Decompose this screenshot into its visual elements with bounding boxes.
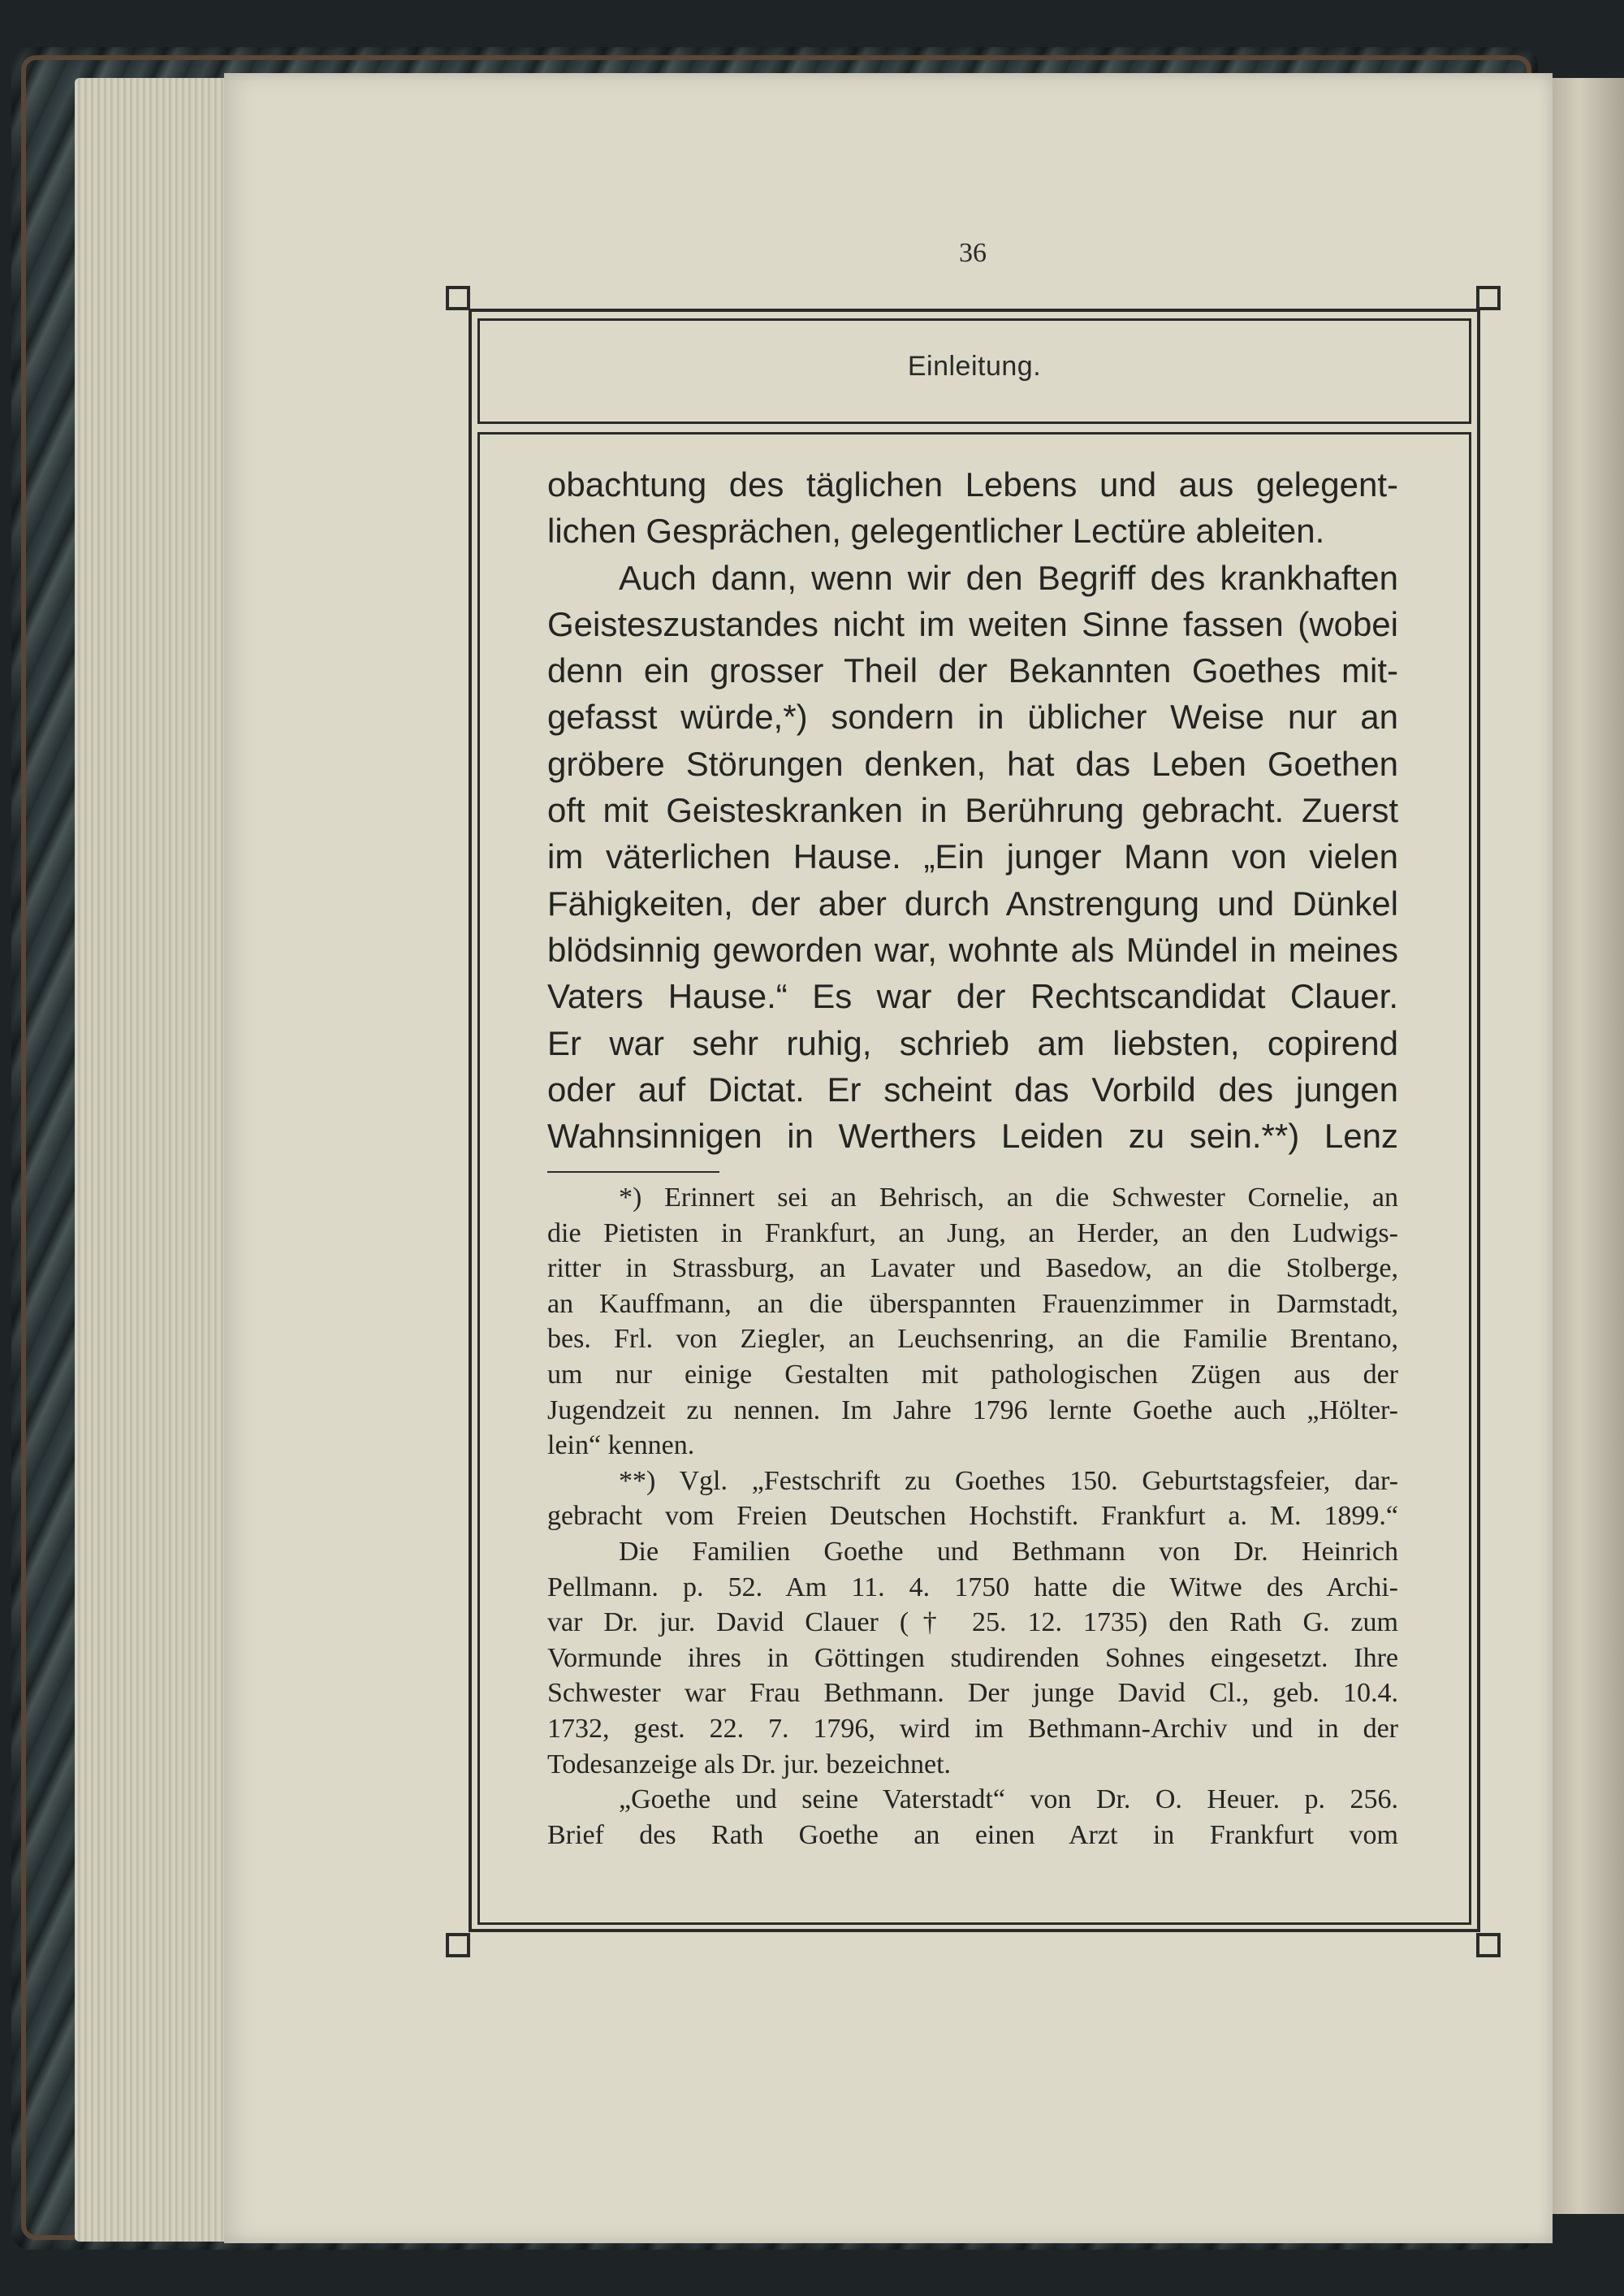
text-line: oder auf Dictat. Er scheint das Vorbild des jungen (547, 1070, 1398, 1109)
footnote-line: *) Erinnert sei an Behrisch, an die Schwester Cornelie, an (619, 1183, 1398, 1213)
footnote-line: **) Vgl. „Festschrift zu Goethes 150. Geburtstagsfeier, dar- (619, 1465, 1398, 1496)
footnote-line: ritter in Strassburg, an Lavater und Basedow, an die Stolberge, (547, 1253, 1398, 1284)
text-line: Geisteszustandes nicht im weiten Sinne fassen (wobei (547, 604, 1398, 643)
text-line: obachtung des täglichen Lebens und aus gelegent- (547, 465, 1398, 504)
text-line: oft mit Geisteskranken in Berührung gebracht. Zuerst (547, 791, 1398, 830)
running-head: Einleitung. (907, 351, 1042, 382)
facing-page-edge (1549, 78, 1624, 2214)
footnote-line: Pellmann. p. 52. Am 11. 4. 1750 hatte die Witwe des Archi- (547, 1572, 1398, 1602)
footnote-line: 1732, gest. 22. 7. 1796, wird im Bethmann-Archiv und in der (547, 1713, 1398, 1744)
footnote-line: Brief des Rath Goethe an einen Arzt in Frankfurt vom (547, 1819, 1398, 1850)
footnote-line: Jugendzeit zu nennen. Im Jahre 1796 lernte Goethe auch „Hölter- (547, 1394, 1398, 1425)
text-line: im väterlichen Hause. „Ein junger Mann von vielen (547, 837, 1398, 876)
text-line: Fähigkeiten, der aber durch Anstrengung und Dünkel (547, 884, 1398, 923)
text-line: Wahnsinnigen in Werthers Leiden zu sein.**) Lenz (547, 1117, 1398, 1156)
page-stack-edge (75, 78, 234, 2242)
text-line: Vaters Hause.“ Es war der Rechtscandidat Clauer. (547, 977, 1398, 1016)
text-line: gröbere Störungen denken, hat das Leben Goethen (547, 744, 1398, 783)
frame-corner-top-right (1476, 286, 1501, 310)
footnotes (547, 1180, 1398, 1853)
page-number: 36 (959, 238, 987, 268)
footnote-line: Schwester war Frau Bethmann. Der junge David Cl., geb. 10.4. (547, 1678, 1398, 1709)
text-line: denn ein grosser Theil der Bekannten Goethes mit- (547, 651, 1398, 690)
text-line: blödsinnig geworden war, wohnte als Mündel in meines (547, 930, 1398, 969)
main-text (547, 461, 1398, 1159)
footnote-line: gebracht vom Freien Deutschen Hochstift. Frankfurt a. M. 1899.“ (547, 1501, 1398, 1532)
footnote-line: var Dr. jur. David Clauer († 25. 12. 1735) den Rath G. zum (547, 1607, 1398, 1638)
footnote-line: lein“ kennen. (547, 1430, 695, 1461)
frame-corner-bottom-right (1476, 1933, 1501, 1957)
text-line: gefasst würde,*) sondern in üblicher Weise nur an (547, 698, 1398, 737)
footnote-line: die Pietisten in Frankfurt, an Jung, an Herder, an den Ludwigs- (547, 1217, 1398, 1248)
frame-corner-bottom-left (446, 1933, 470, 1957)
text-line: Er war sehr ruhig, schrieb am liebsten, copirend (547, 1023, 1398, 1062)
text-line: lichen Gesprächen, gelegentlicher Lectüre ableiten. (547, 512, 1325, 551)
footnote-line: um nur einige Gestalten mit pathologischen Zügen aus der (547, 1359, 1398, 1390)
frame-corner-top-left (446, 286, 470, 310)
footnote-line: Die Familien Goethe und Bethmann von Dr. Heinrich (619, 1536, 1398, 1567)
footnote-line: Vormunde ihres in Göttingen studirenden Sohnes eingesetzt. Ihre (547, 1642, 1398, 1673)
footnote-line: bes. Frl. von Ziegler, an Leuchsenring, an die Familie Brentano, (547, 1324, 1398, 1355)
footnote-rule (547, 1171, 719, 1173)
footnote-line: Todesanzeige als Dr. jur. bezeichnet. (547, 1749, 952, 1779)
text-line: Auch dann, wenn wir den Begriff des krankhaften (619, 558, 1398, 597)
footnote-line: „Goethe und seine Vaterstadt“ von Dr. O. Heuer. p. 256. (619, 1784, 1398, 1815)
footnote-line: an Kauffmann, an die überspannten Frauenzimmer in Darmstadt, (547, 1288, 1398, 1319)
